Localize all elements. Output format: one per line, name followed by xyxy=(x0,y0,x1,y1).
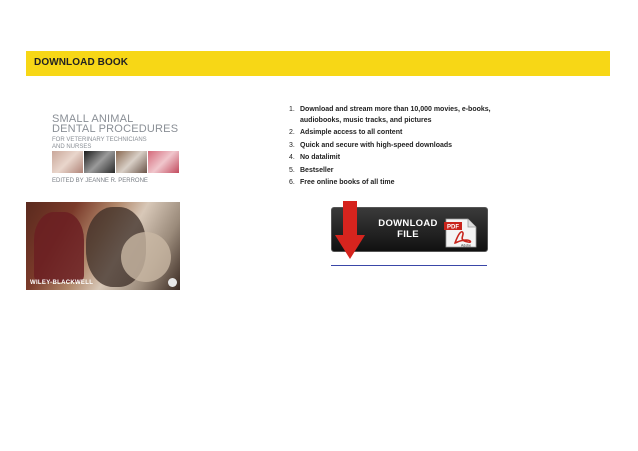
cover-thumbnails xyxy=(52,151,180,173)
list-item: 2. Adsimple access to all content xyxy=(289,129,403,136)
download-link-underline xyxy=(331,265,487,266)
pdf-label: PDF xyxy=(447,224,459,231)
pdf-file-icon xyxy=(444,218,480,248)
publisher-logo: WILEY-BLACKWELL xyxy=(30,280,94,286)
thumb-xray-image xyxy=(84,151,115,173)
book-cover xyxy=(26,104,180,290)
feature-list xyxy=(289,105,519,189)
list-item: 5. Bestseller xyxy=(289,166,334,174)
list-item: 6. Free online books of all time xyxy=(289,179,395,186)
list-item: 1. Download and stream more than 10,000 movies, e-books, audiobooks, music tracks, and pictures xyxy=(289,106,491,124)
list-item: 4. No datalimit xyxy=(289,154,341,161)
photo-figure-dog xyxy=(121,232,171,282)
thumb-dog-image xyxy=(116,151,147,173)
list-item: 3. Quick and secure with high-speed downloads xyxy=(289,141,453,149)
cover-title: SMALL ANIMAL DENTAL PROCEDURES xyxy=(52,113,179,135)
download-file-link[interactable] xyxy=(331,201,487,266)
cover-photo xyxy=(26,202,180,290)
photo-figure-person xyxy=(34,212,84,282)
adobe-label: Adobe xyxy=(460,243,472,248)
banner-label[interactable]: DOWNLOAD BOOK xyxy=(34,57,129,68)
down-arrow-icon xyxy=(335,201,365,261)
cover-badge-icon xyxy=(168,278,177,287)
cover-editor: EDITED BY JEANNE R. PERRONE xyxy=(52,178,148,184)
thumb-gum-image xyxy=(148,151,179,173)
cover-subtitle: FOR VETERINARY TECHNICIANS AND NURSES xyxy=(52,137,147,150)
thumb-teeth-image xyxy=(52,151,83,173)
download-book-banner[interactable] xyxy=(26,51,610,76)
download-button-label: DOWNLOAD FILE xyxy=(378,218,438,240)
